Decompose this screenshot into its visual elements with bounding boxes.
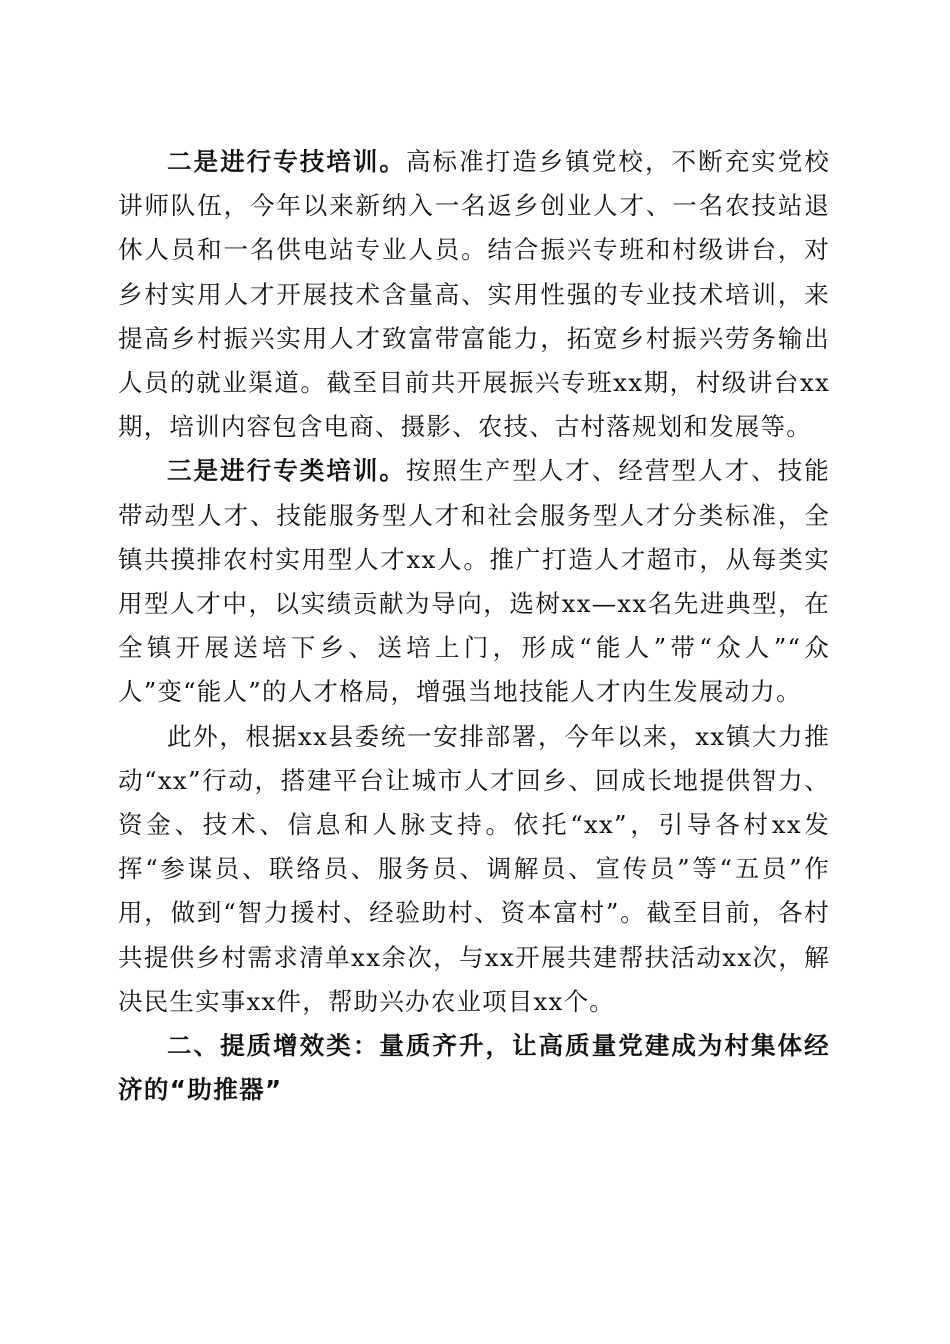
paragraph-professional-training xyxy=(118,140,830,449)
paragraph-additional-action xyxy=(118,715,830,1024)
section-heading: 二、提质增效类：量质齐升，让高质量党建成为村集体经济的“助推器” xyxy=(118,1031,830,1105)
paragraph-lead: 三是进行专类培训。 xyxy=(167,456,406,486)
document-body xyxy=(118,140,830,1112)
paragraph-text: 此外，根据xx县委统一安排部署，今年以来，xx镇大力推动“xx”行动，搭建平台让城市人才回乡、回成长地提供智力、资金、技术、信息和人脉支持。依托“xx”，引导各村xx发挥“参谋员、联络员、服务员、调解员、宣传员”等“五员”作用，做到“智力援村、经验助村、资本富村”。截至目前，各村共提供乡村需求清单xx余次，与xx开展共建帮扶活动xx次，解决民生实事xx件，帮助兴办农业项目xx个。 xyxy=(118,721,830,1016)
paragraph-text: 按照生产型人才、经营型人才、技能带动型人才、技能服务型人才和社会服务型人才分类标准，全镇共摸排农村实用型人才xx人。推广打造人才超市，从每类实用型人才中，以实绩贡献为导向，选树xx—xx名先进典型，在全镇开展送培下乡、送培上门，形成“能人”带“众人”“众人”变“能人”的人才格局，增强当地技能人才内生发展动力。 xyxy=(118,456,830,707)
paragraph-lead: 二是进行专技培训。 xyxy=(167,147,406,176)
paragraph-category-training xyxy=(118,449,830,714)
paragraph-text: 高标准打造乡镇党校，不断充实党校讲师队伍，今年以来新纳入一名返乡创业人才、一名农技站退休人员和一名供电站专业人员。结合振兴专班和村级讲台，对乡村实用人才开展技术含量高、实用性强的专业技术培训，来提高乡村振兴实用人才致富带富能力，拓宽乡村振兴劳务输出人员的就业渠道。截至目前共开展振兴专班xx期，村级讲台xx期，培训内容包含电商、摄影、农技、古村落规划和发展等。 xyxy=(118,147,830,442)
